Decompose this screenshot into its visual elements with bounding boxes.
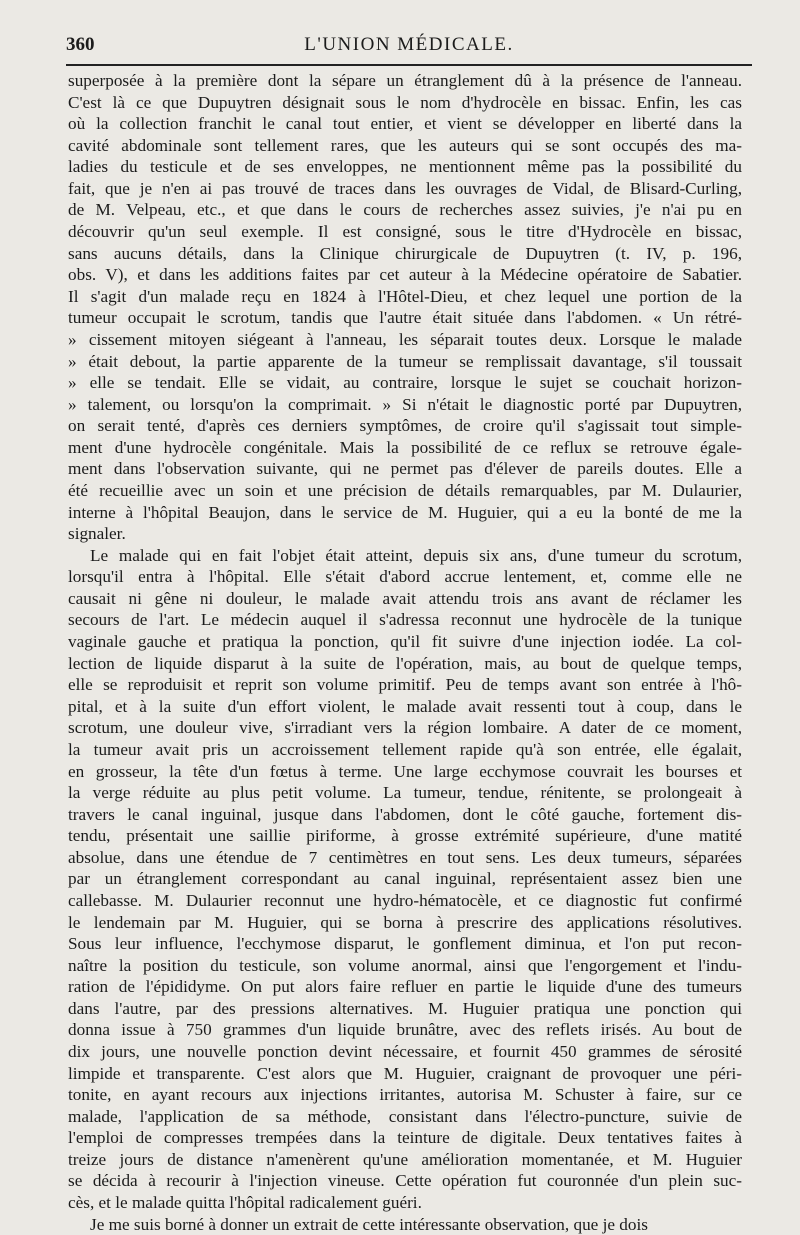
- text-line: le lendemain par M. Huguier, qui se borna à prescrire des applications résolutives.: [68, 912, 742, 932]
- header-rule: [66, 64, 752, 66]
- text-line: obs. V), et dans les additions faites par cet auteur à la Médecine opératoire de Sabatier.: [68, 265, 742, 285]
- text-line: tendu, présentait une saillie piriforme, à grosse extrémité supérieure, d'une matité: [68, 826, 742, 846]
- text-line: cavité abdominale sont tellement rares, que les auteurs qui se sont occupés des ma-: [68, 135, 742, 155]
- text-line: malade, l'application de sa méthode, consistant dans l'électro-puncture, suivie de: [68, 1106, 742, 1126]
- text-line: naître la position du testicule, son volume anormal, ainsi que l'engorgement et l'indu-: [68, 955, 742, 975]
- text-line: travers le canal inguinal, jusque dans l'abdomen, dont le côté gauche, fortement dis-: [68, 804, 742, 824]
- text-line: se décida à recourir à l'injection vineuse. Cette opération fut couronnée d'un plein suc-: [68, 1171, 742, 1191]
- text-line: fait, que je n'en ai pas trouvé de traces dans les ouvrages de Vidal, de Blisard-Curling,: [68, 178, 742, 198]
- text-line: donna issue à 750 grammes d'un liquide brunâtre, avec des reflets irisés. Au bout de: [68, 1020, 742, 1040]
- text-line: ration de l'épididyme. On put alors faire refluer en partie le liquide d'une des tumeurs: [68, 977, 742, 997]
- text-line: Il s'agit d'un malade reçu en 1824 à l'Hôtel-Dieu, et chez lequel une portion de la: [68, 286, 742, 306]
- text-line: dans l'autre, par des pressions alternatives. M. Huguier pratiqua une ponction qui: [68, 998, 742, 1018]
- text-line: Le malade qui en fait l'objet était atteint, depuis six ans, d'une tumeur du scrotum,: [90, 545, 742, 565]
- text-line: ment d'une hydrocèle congénitale. Mais la possibilité de ce reflux se retrouve égale-: [68, 437, 742, 457]
- text-line: C'est là ce que Dupuytren désignait sous le nom d'hydrocèle en bissac. Enfin, les cas: [68, 92, 742, 112]
- text-line: callebasse. M. Dulaurier reconnut une hydro-hématocèle, et ce diagnostic fut confirmé: [68, 890, 742, 910]
- text-line: par un étranglement correspondant au canal inguinal, représentaient assez bien une: [68, 869, 742, 889]
- text-line: la tumeur avait pris un accroissement tellement rapide qu'à son entrée, elle égalait,: [68, 739, 742, 759]
- text-line: découvrir qu'un seul exemple. Il est consigné, sous le titre d'Hydrocèle en bissac,: [68, 222, 742, 242]
- text-line: scrotum, une douleur vive, s'irradiant vers la région lombaire. A dater de ce moment,: [68, 718, 742, 738]
- text-line: ment dans l'observation suivante, qui ne permet pas d'élever de pareils doutes. Elle a: [68, 459, 742, 479]
- text-line: lorsqu'il entra à l'hôpital. Elle s'était d'abord accrue lentement, et, comme elle ne: [68, 567, 742, 587]
- text-line: en grosseur, la tête d'un fœtus à terme. Une large ecchymose couvrait les bourses et: [68, 761, 742, 781]
- text-line: » cissement mitoyen siégeant à l'anneau, les séparait toutes deux. Lorsque le malade: [68, 329, 742, 349]
- running-title: L'UNION MÉDICALE.: [304, 34, 514, 55]
- text-line: treize jours de distance n'amenèrent qu'une amélioration momentanée, et M. Huguier: [68, 1149, 742, 1169]
- text-line: pital, et à la suite d'un effort violent, le malade avait ressenti tout à coup, dans le: [68, 696, 742, 716]
- text-line: on serait tenté, d'après ces derniers symptômes, de croire qu'il s'agissait tout simple-: [68, 416, 742, 436]
- text-line: dix jours, une nouvelle ponction devint nécessaire, et fournit 450 grammes de sérosité: [68, 1042, 742, 1062]
- text-line: l'emploi de compresses trempées dans la teinture de digitale. Deux tentatives faites à: [68, 1128, 742, 1148]
- text-line: de M. Velpeau, etc., et que dans le cours de recherches assez suivies, j'e n'ai pu en: [68, 200, 742, 220]
- text-line: sans aucuns détails, dans la Clinique chirurgicale de Dupuytren (t. IV, p. 196,: [68, 243, 742, 263]
- text-line: cès, et le malade quitta l'hôpital radicalement guéri.: [68, 1193, 422, 1213]
- text-line: » elle se tendait. Elle se vidait, au contraire, lorsque le sujet se couchait horizon-: [68, 373, 742, 393]
- text-line: vaginale gauche et pratiqua la ponction, qu'il fit suivre d'une injection iodée. La col-: [68, 632, 742, 652]
- text-line: » était debout, la partie apparente de la tumeur se remplissait davantage, s'il toussait: [68, 351, 742, 371]
- text-line: » talement, ou lorsqu'on la comprimait. » Si n'était le diagnostic porté par Dupuytren,: [68, 394, 742, 414]
- text-line: signaler.: [68, 524, 126, 544]
- text-line: secours de l'art. Le médecin auquel il s'adressa reconnut une hydrocèle de la tunique: [68, 610, 742, 630]
- text-line: interne à l'hôpital Beaujon, dans le service de M. Huguier, qui a eu la bonté de me la: [68, 502, 742, 522]
- text-line: causait ni gêne ni douleur, le malade avait attendu trois ans avant de réclamer les: [68, 588, 742, 608]
- text-line: absolue, dans une étendue de 7 centimètres en tout sens. Les deux tumeurs, séparées: [68, 847, 742, 867]
- text-line: ladies du testicule et de ses enveloppes, ne mentionnent même pas la possibilité du: [68, 157, 742, 177]
- text-line: été recueillie avec un soin et une précision de détails remarquables, par M. Dulaurier,: [68, 480, 742, 500]
- text-line: la verge réduite au plus petit volume. La tumeur, tendue, rénitente, se prolongeait à: [68, 783, 742, 803]
- text-line: tonite, en ayant recours aux injections irritantes, autorisa M. Schuster à faire, sur ce: [68, 1085, 742, 1105]
- page-number: 360: [66, 34, 95, 55]
- text-line: où la collection franchit le canal tout entier, et vient se développer en liberté dans la: [68, 114, 742, 134]
- body-text: [68, 70, 742, 1235]
- text-line: tumeur occupait le scrotum, tandis que l'autre était située dans l'abdomen. « Un rétré-: [68, 308, 742, 328]
- page-header: [66, 30, 752, 58]
- text-line: Sous leur influence, l'ecchymose disparut, le gonflement diminua, et l'on put recon-: [68, 934, 742, 954]
- text-line: superposée à la première dont la sépare un étranglement dû à la présence de l'anneau.: [68, 71, 742, 90]
- text-line: elle se reproduisit et reprit son volume primitif. Peu de temps avant son entrée à l'hô-: [68, 675, 742, 695]
- text-line: lection de liquide disparut à la suite de l'opération, mais, au bout de quelque temps,: [68, 653, 742, 673]
- text-line: limpide et transparente. C'est alors que M. Huguier, craignant de provoquer une péri-: [68, 1063, 742, 1083]
- text-line: Je me suis borné à donner un extrait de cette intéressante observation, que je dois: [90, 1214, 648, 1234]
